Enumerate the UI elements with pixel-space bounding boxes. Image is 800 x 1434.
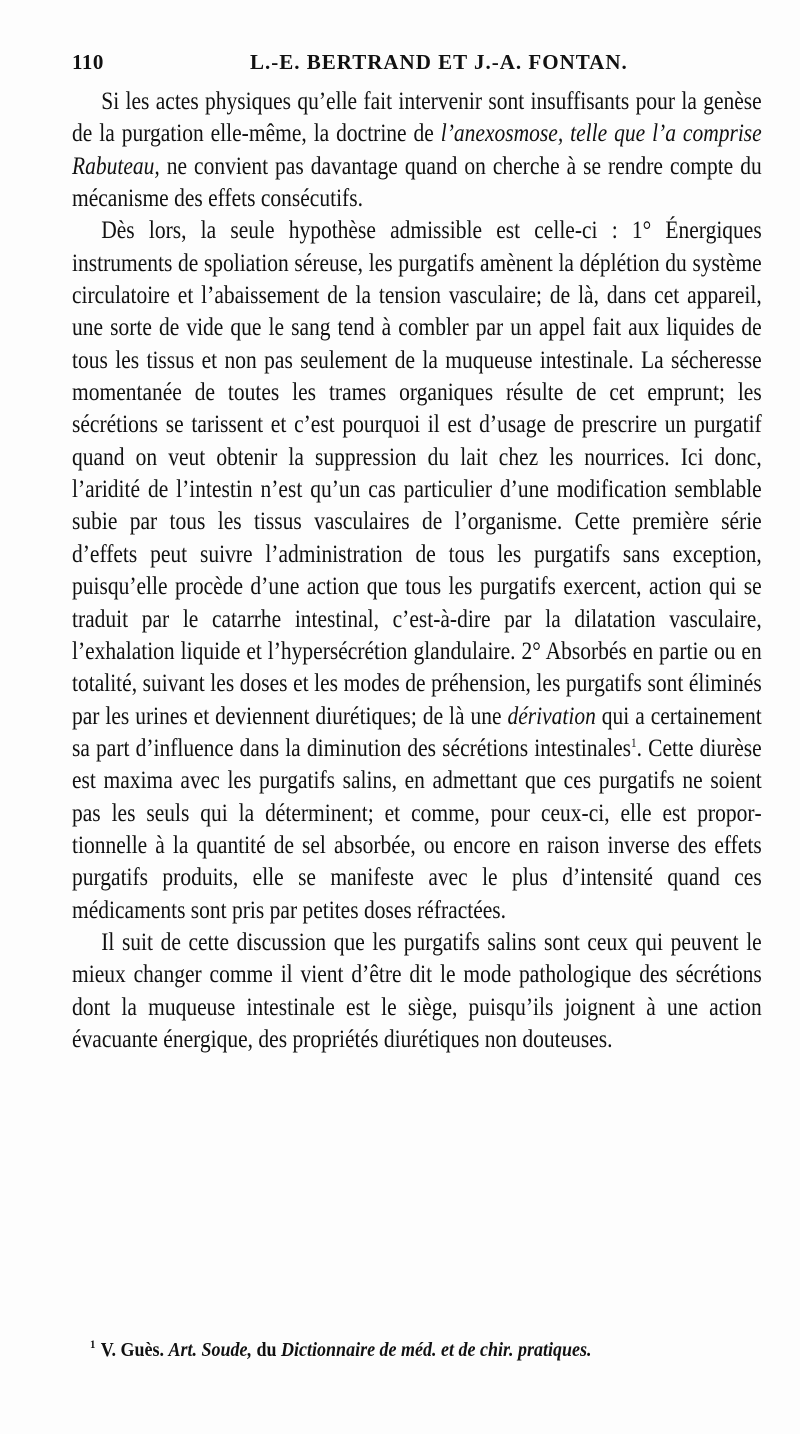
footnote [90,1337,720,1362]
footnote-marker: 1 [90,1337,96,1351]
text-span: ne convient pas davantage quand on cherche à se rendre compte du mécanisme des effets consécutifs. [72,152,762,213]
body-text [72,86,762,1056]
text-span: Il suit de cette discussion que les purgatifs salins sont ceux qui peuvent le mieux changer comme il vient d’être dit le mode pathologique des sécrétions dont la muqueuse intestinale est le siège, puisqu’ils joignent à une action évacuante énergique, des propriétés diurétiques non douteuses. [72,928,762,1053]
paragraph-2 [72,215,762,927]
footnote-text: du [252,1339,282,1361]
text-span: . Cette diurèse est maxima avec les purgatifs salins, en admettant que ces purgatifs ne soient pas les seuls qui la déterminent; et comme, pour ceux-ci, elle est proportionnelle à la quantité de sel absorbée, ou encore en raison inverse des effets purgatifs produits, elle se manifeste avec le plus d’intensité quand ces médicaments sont pris par petites doses réfractées. [72,734,762,924]
footnote-italic: Dictionnaire de méd. et de chir. pratiques. [281,1339,592,1361]
footnote-italic: Art. Soude, [168,1339,253,1361]
footnote-text: V. Guès. [100,1339,169,1361]
paragraph-3 [72,927,762,1056]
running-head: L.-E. BERTRAND ET J.-A. FONTAN. [250,50,628,74]
text-span: qui a certainement sa part d’influence dans la diminution des sécrétions intestinales [72,702,762,762]
paragraph-1 [72,86,762,215]
italic-text: l’anexosmose, telle que l’a comprise Rabuteau, [72,120,762,180]
italic-text: dérivation [507,702,596,730]
footnote-reference[interactable]: 1 [631,734,637,750]
page-number: 110 [72,50,104,74]
page-header [72,50,762,80]
text-span: Si les actes physiques qu’elle fait intervenir sont insuffisants pour la genèse de la purgation elle-même, la doctrine de [72,88,762,148]
text-span: Dès lors, la seule hypothèse admissible est celle-ci : 1° Énergiques instruments de spoliation séreuse, les purgatifs amènent la déplétion du système circulatoire et l’abaissement de la tension vasculaire; de là, dans cet appareil, une sorte de vide que le sang tend à combler par un appel fait aux liquides de tous les tissus et non pas seulement de la muqueuse intestinale. La sécheresse momentanée de toutes les trames organiques résulte de cet emprunt; les sécrétions se tarissent et c’est pourquoi il est d’usage de prescrire un purgatif quand on veut obtenir la suppression du lait chez les nourrices. Ici donc, l’aridité de l’intestin n’est qu’un cas particulier d’une modification semblable subie par tous les tissus vasculaires de l’organisme. Cette première série d’effets peut suivre l’administration de tous les purgatifs sans exception, puisqu’elle procède d’une action que tous les purgatifs exercent, action qui se traduit par le catarrhe intestinal, c’est-à-dire par la dilatation vasculaire, l’exhalation liquide et l’hypersécrétion glandulaire. 2° Absorbés en partie ou en totalité, suivant les doses et les modes de préhension, les purgatifs sont éliminés par les urines et deviennent diurétiques; de là une [72,217,762,730]
